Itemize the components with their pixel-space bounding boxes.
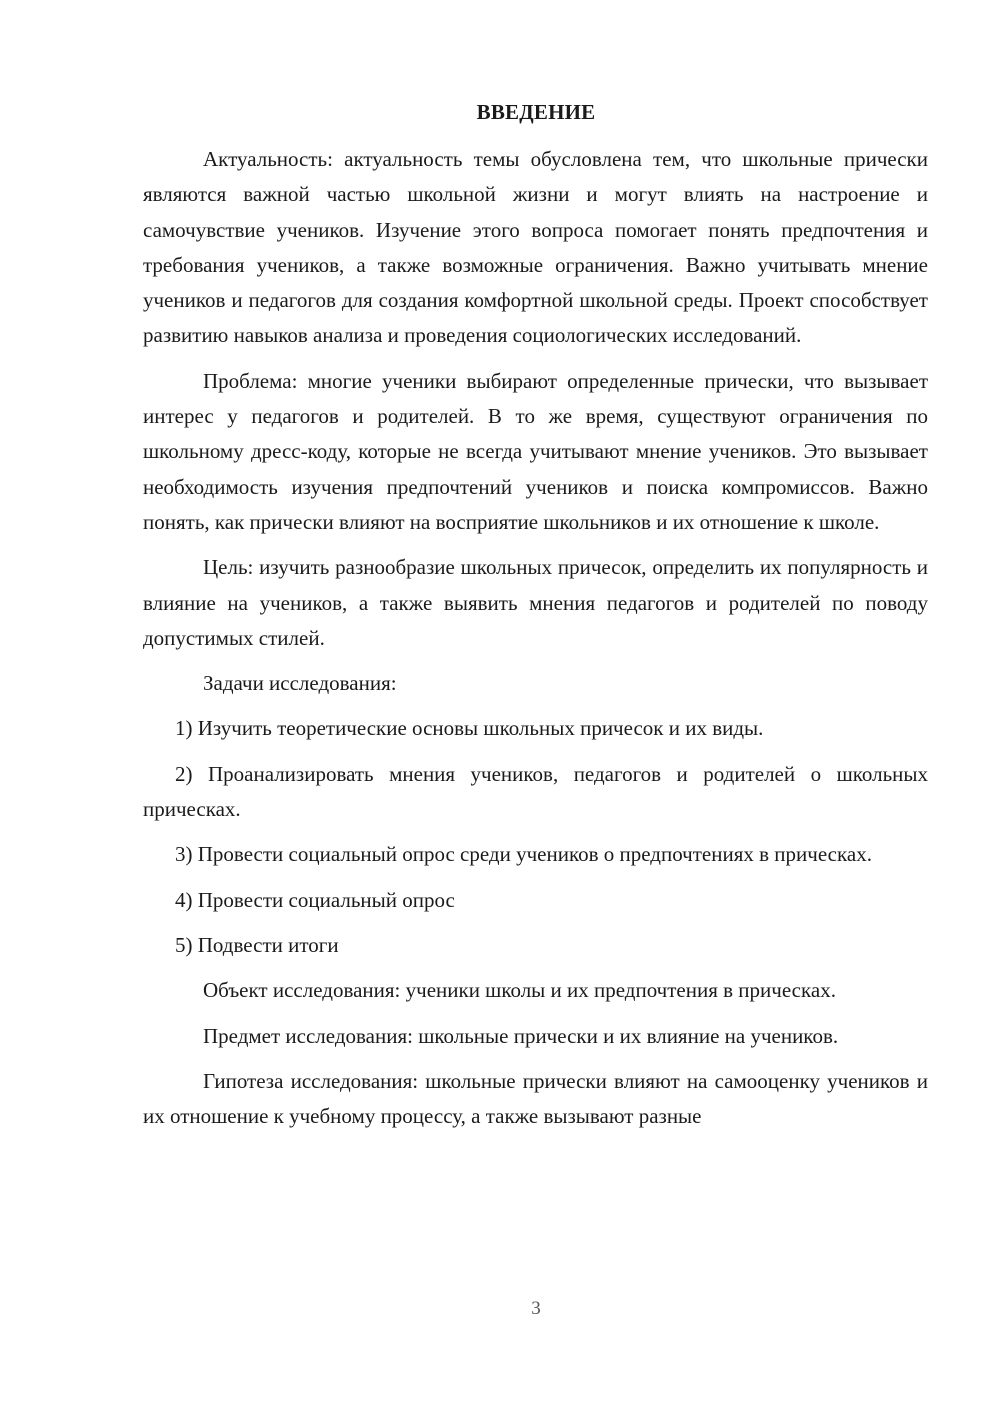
paragraph-tasks-heading: Задачи исследования: xyxy=(203,671,397,696)
page-number: 3 xyxy=(531,1298,541,1319)
paragraph-object: Объект исследования: ученики школы и их предпочтения в прическах. xyxy=(203,978,836,1003)
paragraph-relevance: Актуальность: актуальность темы обусловлена тем, что школьные прически являются важной частью школьной жизни и могут влиять на настроение и самочувствие учеников. Изучение этого вопроса помогает понять предпочтения и требования учеников, а также возможные ограничения. Важно учитывать мнение учеников и педагогов для создания комфортной школьной среды. Проект способствует развитию навыков анализа и проведения социологических исследований. xyxy=(143,147,928,348)
paragraph-goal: Цель: изучить разнообразие школьных причесок, определить их популярность и влияние на учеников, а также выявить мнения педагогов и родителей по поводу допустимых стилей. xyxy=(143,555,928,650)
task-item-1: 1) Изучить теоретические основы школьных причесок и их виды. xyxy=(175,716,764,741)
paragraph-subject: Предмет исследования: школьные прически и их влияние на учеников. xyxy=(203,1023,839,1048)
paragraph-problem: Проблема: многие ученики выбирают определенные прически, что вызывает интерес у педагогов и родителей. В то же время, существуют ограничения по школьному дресс-коду, которые не всегда учитывают мнение учеников. Это вызывает необходимость изучения предпочтений учеников и поиска компромиссов. Важно понять, как прически влияют на восприятие школьников и их отношение к школе. xyxy=(143,368,928,534)
paragraph-hypothesis: Гипотеза исследования: школьные прически влияют на самооценку учеников и их отношение к учебному процессу, а также вызывают разные xyxy=(143,1068,928,1129)
task-item-4: 4) Провести социальный опрос xyxy=(175,887,455,912)
task-item-3: 3) Провести социальный опрос среди учеников о предпочтениях в прическах. xyxy=(175,842,872,867)
task-item-2: 2) Проанализировать мнения учеников, педагогов и родителей о школьных прическах. xyxy=(143,761,928,822)
section-title: ВВЕДЕНИЕ xyxy=(476,100,596,124)
document-body xyxy=(143,142,928,1144)
task-item-5: 5) Подвести итоги xyxy=(175,932,339,957)
